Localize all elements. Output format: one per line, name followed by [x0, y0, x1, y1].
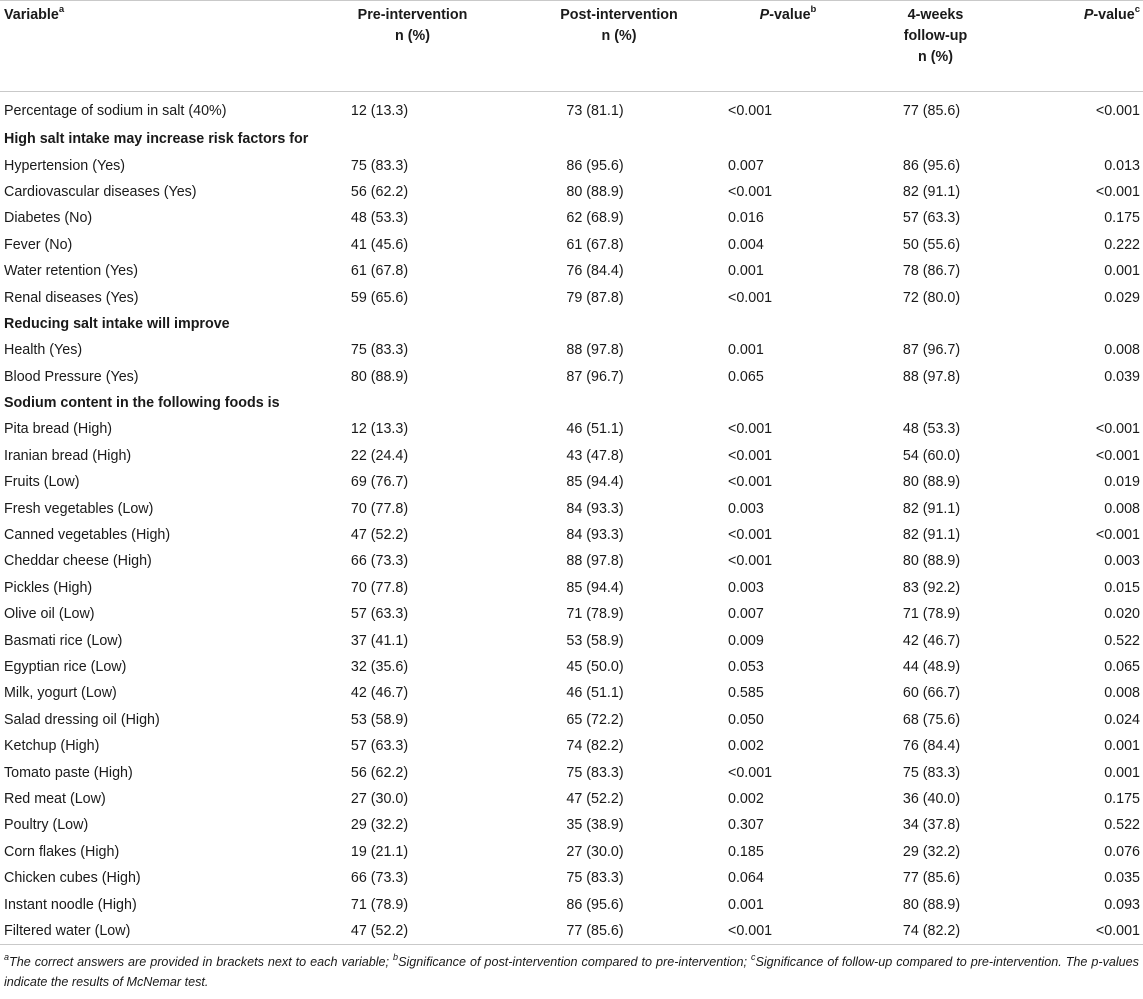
cell-post-intervention: 61 (67.8) [566, 236, 624, 253]
header-p-value-follow-up: P-value$^c$ [1083, 4, 1140, 23]
table-row [0, 786, 1143, 812]
cell-follow-up: 77 (85.6) [902, 103, 961, 119]
cell-post-intervention: 87 (96.7) [566, 368, 624, 385]
cell-variable: Chicken cubes (High) [4, 870, 141, 887]
cell-pre-intervention: 27 (30.0) [350, 790, 409, 807]
header-pre-intervention: Pre-intervention n (%) [357, 7, 468, 44]
cell-pre-intervention: 12 (13.3) [350, 421, 409, 438]
cell-p-value-follow-up: <0.001 [1095, 103, 1140, 119]
cell-pre-intervention: 61 (67.8) [350, 263, 409, 280]
cell-p-value-post: 0.053 [728, 659, 764, 675]
cell-follow-up: 44 (48.9) [902, 659, 961, 675]
cell-p-value-post: <0.001 [728, 103, 773, 119]
cell-pre-intervention: 69 (76.7) [350, 474, 409, 491]
cell-p-value-follow-up: 0.001 [1104, 764, 1140, 781]
cell-follow-up: 29 (32.2) [902, 843, 961, 860]
cell-p-value-follow-up: 0.175 [1104, 790, 1140, 807]
table-row [0, 469, 1143, 495]
cell-p-value-follow-up: 0.020 [1104, 606, 1140, 623]
cell-variable: Fruits (Low) [4, 474, 80, 491]
cell-p-value-post: <0.001 [728, 553, 773, 570]
cell-p-value-post: 0.007 [728, 157, 764, 174]
table-row [0, 918, 1143, 945]
cell-variable: Blood Pressure (Yes) [4, 368, 139, 385]
cell-variable: Health (Yes) [4, 342, 83, 359]
table-row [0, 575, 1143, 601]
cell-follow-up: 82 (91.1) [902, 527, 961, 544]
cell-pre-intervention: 66 (73.3) [350, 870, 409, 887]
cell-post-intervention: 35 (38.9) [566, 817, 624, 834]
cell-pre-intervention: 42 (46.7) [350, 685, 409, 702]
cell-post-intervention: 76 (84.4) [566, 263, 624, 280]
cell-variable: Cheddar cheese (High) [4, 553, 152, 570]
cell-p-value-post: 0.185 [728, 843, 764, 860]
cell-p-value-post: <0.001 [728, 764, 773, 781]
cell-post-intervention: 86 (95.6) [566, 157, 624, 174]
cell-pre-intervention: 32 (35.6) [350, 659, 409, 675]
cell-p-value-post: <0.001 [728, 447, 773, 464]
cell-pre-intervention: 19 (21.1) [350, 843, 409, 860]
cell-p-value-follow-up: <0.001 [1095, 421, 1140, 438]
table-row [0, 601, 1143, 627]
table-row [0, 891, 1143, 917]
cell-post-intervention: 75 (83.3) [566, 764, 624, 781]
cell-variable: Pickles (High) [4, 579, 93, 596]
cell-post-intervention: 84 (93.3) [566, 500, 624, 517]
table-row [0, 522, 1143, 548]
cell-post-intervention: 85 (94.4) [566, 579, 624, 596]
cell-follow-up: 48 (53.3) [902, 421, 961, 438]
cell-p-value-follow-up: 0.039 [1104, 368, 1140, 385]
cell-p-value-follow-up: 0.013 [1104, 157, 1140, 174]
section-heading-row [0, 311, 1143, 337]
cell-variable: Ketchup (High) [4, 738, 100, 755]
header-row [0, 1, 1143, 92]
cell-p-value-post: 0.003 [728, 500, 764, 517]
table-row [0, 654, 1143, 680]
header-p-value-post: P-value$^b$ [759, 4, 817, 23]
table-row [0, 92, 1143, 127]
cell-post-intervention: 79 (87.8) [566, 289, 624, 306]
cell-p-value-post: 0.585 [728, 685, 764, 702]
cell-pre-intervention: 41 (45.6) [350, 236, 409, 253]
cell-p-value-follow-up: 0.008 [1104, 342, 1140, 359]
cell-follow-up: 50 (55.6) [902, 236, 961, 253]
cell-follow-up: 71 (78.9) [902, 606, 961, 623]
cell-variable: Cardiovascular diseases (Yes) [4, 183, 197, 200]
cell-post-intervention: 45 (50.0) [566, 659, 624, 675]
cell-p-value-follow-up: 0.029 [1104, 289, 1140, 306]
cell-variable: Poultry (Low) [4, 817, 89, 834]
table-row [0, 179, 1143, 205]
cell-p-value-follow-up: 0.024 [1104, 711, 1140, 728]
table-row [0, 205, 1143, 231]
cell-pre-intervention: 47 (52.2) [350, 922, 409, 939]
cell-p-value-post: 0.065 [728, 368, 764, 385]
cell-p-value-follow-up: 0.076 [1104, 843, 1140, 860]
cell-p-value-follow-up: <0.001 [1095, 447, 1140, 464]
cell-variable: Olive oil (Low) [4, 606, 95, 623]
cell-follow-up: 54 (60.0) [902, 447, 961, 464]
cell-follow-up: 42 (46.7) [902, 632, 961, 649]
cell-post-intervention: 80 (88.9) [566, 183, 624, 200]
cell-follow-up: 36 (40.0) [902, 790, 961, 807]
header-follow-up: 4-weeks follow-up n (%) [903, 7, 968, 65]
cell-pre-intervention: 56 (62.2) [350, 183, 409, 200]
cell-pre-intervention: 70 (77.8) [350, 500, 409, 517]
cell-p-value-follow-up: 0.019 [1104, 474, 1140, 491]
cell-post-intervention: 85 (94.4) [566, 474, 624, 491]
cell-p-value-follow-up: 0.035 [1104, 870, 1140, 887]
cell-variable: Fever (No) [4, 236, 73, 253]
header-variable: Variable$^a$ [4, 4, 65, 23]
cell-follow-up: 87 (96.7) [902, 342, 961, 359]
cell-p-value-follow-up: 0.093 [1104, 896, 1140, 913]
cell-variable: Milk, yogurt (Low) [4, 685, 117, 702]
cell-follow-up: 74 (82.2) [902, 922, 961, 939]
table-row [0, 152, 1143, 178]
cell-p-value-follow-up: 0.522 [1104, 632, 1140, 649]
cell-variable: Water retention (Yes) [4, 263, 139, 280]
cell-post-intervention: 74 (82.2) [566, 738, 624, 755]
table-row [0, 812, 1143, 838]
cell-variable: Tomato paste (High) [4, 764, 133, 781]
table-body [0, 92, 1143, 945]
table-row [0, 495, 1143, 521]
cell-p-value-follow-up: <0.001 [1095, 183, 1140, 200]
cell-p-value-follow-up: 0.001 [1104, 263, 1140, 280]
cell-p-value-post: 0.003 [728, 579, 764, 596]
cell-p-value-post: <0.001 [728, 474, 773, 491]
cell-p-value-follow-up: 0.015 [1104, 579, 1140, 596]
cell-post-intervention: 75 (83.3) [566, 870, 624, 887]
cell-post-intervention: 73 (81.1) [566, 103, 624, 119]
cell-p-value-post: <0.001 [728, 527, 773, 544]
cell-pre-intervention: 56 (62.2) [350, 764, 409, 781]
cell-pre-intervention: 47 (52.2) [350, 527, 409, 544]
cell-variable: Basmati rice (Low) [4, 632, 123, 649]
cell-variable: Filtered water (Low) [4, 922, 131, 939]
section-heading-row [0, 126, 1143, 152]
cell-variable: Hypertension (Yes) [4, 157, 126, 174]
cell-pre-intervention: 48 (53.3) [350, 210, 409, 227]
cell-post-intervention: 88 (97.8) [566, 342, 624, 359]
cell-p-value-post: 0.009 [728, 632, 764, 649]
header-post-intervention: Post-intervention n (%) [560, 7, 678, 44]
cell-post-intervention: 86 (95.6) [566, 896, 624, 913]
cell-pre-intervention: 70 (77.8) [350, 579, 409, 596]
cell-follow-up: 78 (86.7) [902, 263, 961, 280]
table-row [0, 733, 1143, 759]
cell-post-intervention: 53 (58.9) [566, 632, 624, 649]
table-row [0, 627, 1143, 653]
cell-pre-intervention: 22 (24.4) [350, 447, 409, 464]
table-row [0, 759, 1143, 785]
table-row [0, 258, 1143, 284]
cell-follow-up: 88 (97.8) [902, 368, 961, 385]
cell-follow-up: 72 (80.0) [902, 289, 961, 306]
cell-pre-intervention: 71 (78.9) [350, 896, 409, 913]
cell-p-value-follow-up: 0.001 [1104, 738, 1140, 755]
cell-pre-intervention: 12 (13.3) [350, 103, 409, 119]
cell-p-value-follow-up: <0.001 [1095, 922, 1140, 939]
table-row [0, 680, 1143, 706]
cell-pre-intervention: 75 (83.3) [350, 157, 409, 174]
cell-pre-intervention: 66 (73.3) [350, 553, 409, 570]
cell-post-intervention: 46 (51.1) [566, 421, 624, 438]
cell-variable: Percentage of sodium in salt (40%) [4, 103, 227, 119]
cell-p-value-post: 0.001 [728, 896, 764, 913]
cell-p-value-post: <0.001 [728, 922, 773, 939]
cell-p-value-follow-up: 0.522 [1104, 817, 1140, 834]
cell-pre-intervention: 53 (58.9) [350, 711, 409, 728]
cell-post-intervention: 71 (78.9) [566, 606, 624, 623]
cell-pre-intervention: 57 (63.3) [350, 606, 409, 623]
cell-p-value-post: 0.001 [728, 263, 764, 280]
cell-follow-up: 68 (75.6) [902, 711, 961, 728]
cell-p-value-post: <0.001 [728, 421, 773, 438]
cell-p-value-follow-up: 0.008 [1104, 500, 1140, 517]
cell-post-intervention: 43 (47.8) [566, 447, 624, 464]
cell-p-value-post: 0.001 [728, 342, 764, 359]
cell-p-value-post: 0.002 [728, 738, 764, 755]
cell-pre-intervention: 59 (65.6) [350, 289, 409, 306]
section-heading: Reducing salt intake will improve [4, 315, 230, 332]
cell-post-intervention: 65 (72.2) [566, 711, 624, 728]
cell-post-intervention: 84 (93.3) [566, 527, 624, 544]
cell-p-value-follow-up: 0.003 [1104, 553, 1140, 570]
cell-variable: Fresh vegetables (Low) [4, 500, 154, 517]
cell-p-value-follow-up: 0.065 [1104, 659, 1140, 675]
table-row [0, 548, 1143, 574]
table-row [0, 232, 1143, 258]
section-heading: High salt intake may increase risk factors for [4, 131, 309, 148]
cell-follow-up: 80 (88.9) [902, 553, 961, 570]
cell-variable: Egyptian rice (Low) [4, 659, 127, 675]
cell-follow-up: 60 (66.7) [902, 685, 961, 702]
table-row [0, 839, 1143, 865]
cell-variable: Instant noodle (High) [4, 896, 137, 913]
cell-p-value-follow-up: <0.001 [1095, 527, 1140, 544]
cell-follow-up: 76 (84.4) [902, 738, 961, 755]
cell-post-intervention: 27 (30.0) [566, 843, 624, 860]
cell-p-value-post: 0.004 [728, 236, 764, 253]
cell-follow-up: 82 (91.1) [902, 500, 961, 517]
cell-follow-up: 57 (63.3) [902, 210, 961, 227]
cell-post-intervention: 47 (52.2) [566, 790, 624, 807]
cell-post-intervention: 77 (85.6) [566, 922, 624, 939]
cell-pre-intervention: 75 (83.3) [350, 342, 409, 359]
cell-p-value-post: <0.001 [728, 289, 773, 306]
cell-pre-intervention: 37 (41.1) [350, 632, 409, 649]
table-row [0, 284, 1143, 310]
cell-follow-up: 86 (95.6) [902, 157, 961, 174]
cell-variable: Renal diseases (Yes) [4, 289, 139, 306]
table-row [0, 364, 1143, 390]
cell-follow-up: 77 (85.6) [902, 870, 961, 887]
cell-variable: Pita bread (High) [4, 421, 113, 438]
cell-p-value-post: 0.002 [728, 790, 764, 807]
cell-variable: Diabetes (No) [4, 210, 93, 227]
cell-pre-intervention: 29 (32.2) [350, 817, 409, 834]
cell-follow-up: 82 (91.1) [902, 183, 961, 200]
cell-p-value-post: 0.307 [728, 817, 764, 834]
cell-p-value-follow-up: 0.222 [1104, 236, 1140, 253]
section-heading-row [0, 390, 1143, 416]
cell-p-value-post: <0.001 [728, 183, 773, 200]
table-row [0, 443, 1143, 469]
cell-p-value-follow-up: 0.008 [1104, 685, 1140, 702]
cell-variable: Canned vegetables (High) [4, 527, 171, 544]
table-row [0, 707, 1143, 733]
cell-p-value-post: 0.064 [728, 870, 764, 887]
cell-variable: Salad dressing oil (High) [4, 711, 160, 728]
cell-p-value-post: 0.050 [728, 711, 764, 728]
cell-post-intervention: 46 (51.1) [566, 685, 624, 702]
cell-follow-up: 80 (88.9) [902, 474, 961, 491]
section-heading: Sodium content in the following foods is [4, 395, 280, 412]
cell-follow-up: 75 (83.3) [902, 764, 961, 781]
table-row [0, 416, 1143, 442]
cell-follow-up: 83 (92.2) [902, 579, 961, 596]
cell-p-value-post: 0.016 [728, 210, 764, 227]
cell-follow-up: 34 (37.8) [902, 817, 961, 834]
cell-p-value-post: 0.007 [728, 606, 764, 623]
cell-follow-up: 80 (88.9) [902, 896, 961, 913]
cell-pre-intervention: 57 (63.3) [350, 738, 409, 755]
table-row [0, 337, 1143, 363]
cell-p-value-follow-up: 0.175 [1104, 210, 1140, 227]
cell-variable: Corn flakes (High) [4, 843, 120, 860]
cell-variable: Red meat (Low) [4, 790, 106, 807]
cell-post-intervention: 88 (97.8) [566, 553, 624, 570]
cell-post-intervention: 62 (68.9) [566, 210, 624, 227]
table-header [0, 1, 1143, 92]
table-footnote: $^a$The correct answers are provided in brackets next to each variable; $^b$Significance of post-intervention compared to pre-intervention; $^c$Significance of follow-up compared to pre-intervention. The p-values indicate the results of McNemar test. [4, 951, 1139, 989]
table-row [0, 865, 1143, 891]
cell-variable: Iranian bread (High) [4, 447, 132, 464]
cell-pre-intervention: 80 (88.9) [350, 368, 409, 385]
